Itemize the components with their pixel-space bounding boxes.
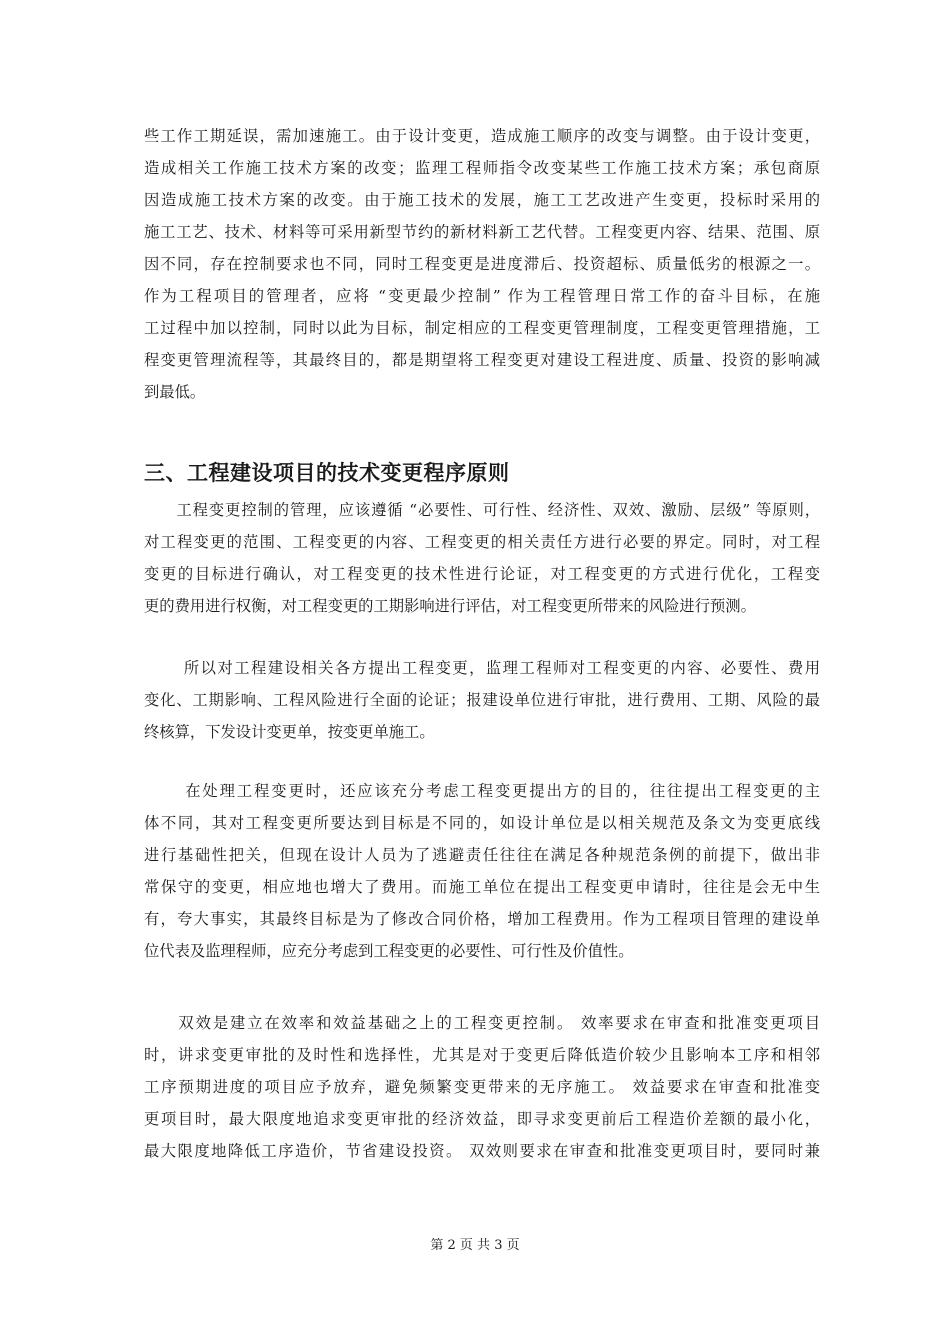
paragraph-2	[144, 494, 820, 622]
text-line: 双效是建立在效率和效益基础之上的工程变更控制。 效率要求在审查和批准变更项目	[144, 1014, 820, 1032]
text-line: 作为工程项目的管理者，应将 “变更最少控制” 作为工程管理日常工作的奋斗目标，在施	[144, 287, 820, 305]
text-line: 在处理工程变更时，还应该充分考虑工程变更提出方的目的，往往提出工程变更的主	[144, 782, 820, 800]
text-line: 更项目时，最大限度地追求变更审批的经济效益，即寻求变更前后工程造价差额的最小化，	[144, 1110, 820, 1128]
text-line: 位代表及监理程师，应充分考虑到工程变更的必要性、可行性及价值性。	[144, 942, 634, 960]
text-line: 最大限度地降低工序造价，节省建设投资。 双效则要求在审查和批准变更项目时，要同时兼	[144, 1142, 820, 1160]
paragraph-4	[144, 775, 820, 967]
text-line: 进行基础性把关，但现在设计人员为了逃避责任往往在满足各种规范条例的前提下，做出非	[144, 846, 820, 864]
paragraph-5	[144, 1007, 820, 1167]
text-line: 变化、工期影响、工程风险进行全面的论证；报建设单位进行审批，进行费用、工期、风险的最	[144, 691, 820, 709]
text-line: 程变更管理流程等，其最终目的，都是期望将工程变更对建设工程进度、质量、投资的影响减	[144, 351, 820, 369]
text-line: 所以对工程建设相关各方提出工程变更，监理工程师对工程变更的内容、必要性、费用	[144, 659, 820, 677]
text-line: 变更的目标进行确认，对工程变更的技术性进行论证，对工程变更的方式进行优化，工程变	[144, 565, 820, 583]
text-line: 更的费用进行权衡，对工程变更的工期影响进行评估，对工程变更所带来的风险进行预测。	[144, 597, 756, 615]
text-line: 有，夸大事实，其最终目标是为了修改合同价格，增加工程费用。作为工程项目管理的建设单	[144, 910, 820, 928]
text-line: 对工程变更的范围、工程变更的内容、工程变更的相关责任方进行必要的界定。同时，对工程	[144, 533, 820, 551]
page-number-footer: 第 2 页 共 3 页	[430, 1238, 520, 1253]
text-line: 因造成施工技术方案的改变。由于施工技术的发展，施工工艺改进产生变更，投标时采用的	[144, 191, 820, 209]
text-line: 时，讲求变更审批的及时性和选择性，尤其是对于变更后降低造价较少且影响本工序和相邻	[144, 1046, 820, 1064]
text-line: 常保守的变更，相应地也增大了费用。而施工单位在提出工程变更申请时，往往是会无中生	[144, 878, 820, 896]
text-line: 体不同，其对工程变更所要达到目标是不同的，如设计单位是以相关规范及条文为变更底线	[144, 814, 820, 832]
text-line: 因不同，存在控制要求也不同，同时工程变更是进度滞后、投资超标、质量低劣的根源之一。	[144, 255, 820, 273]
paragraph-1	[144, 120, 820, 408]
text-line: 施工工艺、技术、材料等可采用新型节约的新材料新工艺代替。工程变更内容、结果、范围、原	[144, 223, 820, 241]
text-line: 终核算，下发设计变更单，按变更单施工。	[144, 723, 435, 741]
paragraph-3	[144, 652, 820, 748]
text-line: 些工作工期延误，需加速施工。由于设计变更，造成施工顺序的改变与调整。由于设计变更，	[144, 127, 820, 145]
text-line: 造成相关工作施工技术方案的改变；监理工程师指令改变某些工作施工技术方案；承包商原	[144, 159, 820, 177]
text-line: 工程变更控制的管理，应该遵循 “必要性、可行性、经济性、双效、激励、层级” 等原则，	[144, 501, 820, 519]
text-line: 到最低。	[144, 383, 206, 401]
section-heading: 三、工程建设项目的技术变更程序原则	[144, 461, 510, 485]
text-line: 工序预期进度的项目应予放弃，避免频繁变更带来的无序施工。 效益要求在审查和批准变	[144, 1078, 820, 1096]
text-line: 工过程中加以控制，同时以此为目标，制定相应的工程变更管理制度，工程变更管理措施，工	[144, 319, 820, 337]
